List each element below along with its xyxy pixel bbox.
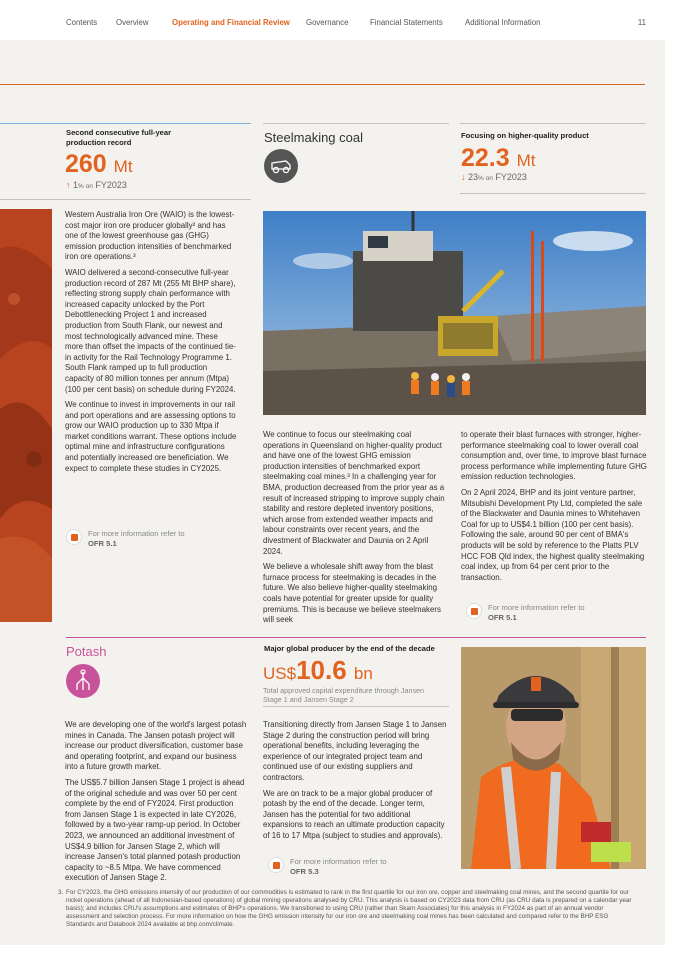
coal-stat-top-rule [460, 123, 646, 124]
coal-reference[interactable]: For more information refer to OFR 5.1 [466, 603, 585, 623]
orange-divider [0, 84, 645, 85]
potash-paragraph: We are on track to be a major global producer of potash by the end of the decade. Longer term, Jansen has the potential for two additional expansions to reach an ultimate production capacity of 16 to 17 Mtpa (subject to studies and approvals). [263, 788, 445, 840]
coal-body-col1 [263, 430, 448, 631]
potash-ref-link[interactable]: OFR 5.3 [290, 867, 319, 876]
potash-paragraph: The US$5.7 billion Jansen Stage 1 project is ahead of the original schedule and was over 50 per cent complete by the end of FY2024. First production from Jansen Stage 1 is expected in late CY2026, followed by a two-year ramp-up period. In October 2023, we announced an additional investment of US$4.9 billion for Jansen Stage 2, which will increase Jansen's total planned potash production capacity to ~8.5 Mtpa. We have commenced execution of Jansen Stage 2. [65, 777, 245, 883]
coal-body-col2 [461, 430, 647, 588]
coal-mine-photo [263, 211, 646, 415]
footnote-number: 3. [58, 889, 64, 896]
coal-stat-change: ↓ 23% on FY2023 [461, 172, 527, 182]
nav-financial-statements[interactable]: Financial Statements [370, 18, 443, 27]
iron-ore-landscape-art [0, 209, 52, 622]
potash-plant-art [66, 664, 100, 698]
iron-ore-stat-value: 260 Mt [65, 150, 133, 178]
coal-paragraph: On 2 April 2024, BHP and its joint venture partner, Mitsubishi Development Pty Ltd, completed the sale of the Blackwater and Daunia mines to Whitehaven Coal for up to US$4.1 billion (100 per cent basis). Following the sale, around 90 per cent of BMA's products will be sold by reference to the Platts PLV HCC FOB Qld index, the highest quality steelmaking coal index, up from 64 per cent prior to the transaction. [461, 487, 645, 582]
coal-stat-label: Focusing on higher-quality product [461, 131, 589, 140]
nav-governance[interactable]: Governance [306, 18, 349, 27]
document-icon [466, 603, 482, 619]
mining-truck-art [264, 149, 298, 183]
nav-overview[interactable]: Overview [116, 18, 149, 27]
nav-additional-information[interactable]: Additional Information [465, 18, 541, 27]
coal-stat-value: 22.3 Mt [461, 144, 536, 172]
nav-contents[interactable]: Contents [66, 18, 98, 27]
potash-section-title: Potash [66, 644, 107, 659]
iron-ore-landscape-image [0, 209, 52, 622]
iron-ore-paragraph: Western Australia Iron Ore (WAIO) is the lowest-cost major iron ore producer globally² and has one of the lowest greenhouse gas (GHG) emission production intensities of benchmarked iron ore operations.³ [65, 210, 235, 262]
top-navigation [0, 0, 665, 40]
coal-paragraph: to operate their blast furnaces with stronger, higher-performance steelmaking coal to lower overall coal consumption and, over time, to improve blast furnace process performance while implementing future GHG emission reduction technologies. [461, 430, 647, 482]
coal-stat-bottom-rule [460, 193, 646, 194]
nav-operating-financial-review[interactable]: Operating and Financial Review [172, 18, 290, 27]
potash-reference[interactable]: For more information refer to OFR 5.3 [268, 857, 387, 877]
potash-paragraph: Transitioning directly from Jansen Stage 1 to Jansen Stage 2 during the construction period will bring operational benefits, including leveraging the experience of our integrated project team and continued use of our existing suppliers and contractors. [263, 720, 447, 782]
coal-mine-art [263, 211, 646, 415]
coal-title-rule [263, 123, 449, 124]
coal-section-title: Steelmaking coal [264, 130, 363, 145]
iron-ore-reference[interactable]: For more information refer to OFR 5.1 [66, 529, 185, 549]
potash-body-col2 [263, 720, 448, 847]
iron-ore-stat-rule [0, 199, 251, 200]
footnote [58, 889, 638, 929]
iron-ore-ref-link[interactable]: OFR 5.1 [88, 539, 117, 548]
coal-paragraph: We believe a wholesale shift away from the blast furnace process for steelmaking is decades in the future. We also believe higher-quality steelmaking coals have potential for greater upside for quality premiums. This is because we believe steelmakers will seek [263, 562, 441, 625]
iron-ore-paragraph: WAIO delivered a second-consecutive full-year production record of 287 Mt (255 Mt BHP share), reflecting strong supply chain performance with increased capacity unlocked by the Port Debottlenecking Project 1 and increased production from South Flank, our newest and most technologically advanced mine. These more than offset the impacts of the continued tie-in activity for the Rail Technology Programme 1. South Flank ramped up to full production capacity of 80 million tonnes per annum (Mtpa) (100 per cent basis) on schedule during FY2024. [65, 267, 236, 394]
iron-ore-stat-change: ↑ 1% on FY2023 [66, 180, 127, 190]
potash-stat-value: US$10.6 bn [263, 655, 373, 685]
potash-paragraph: We are developing one of the world's largest potash mines in Canada. The Jansen potash project will increase our product diversification, customer base and operating footprint, and expand our business into a future growth market. [65, 720, 247, 772]
coal-ref-link[interactable]: OFR 5.1 [488, 613, 517, 622]
coal-paragraph: We continue to focus our steelmaking coal operations in Queensland on higher-quality product and have one of the lowest GHG emission production intensities of benchmarked export steelmaking coal mines.³ In a challenging year for BMA, production decreased from the prior year as a result of increased stripping to improve supply chain stability and restore depleted inventory positions, which arose from extended weather impacts and labour constraints over recent years, and the divestment of Blackwater and Daunia on 2 April 2024. [263, 430, 445, 556]
arrow-up-icon: ↑ [66, 180, 71, 190]
document-icon [268, 857, 284, 873]
iron-ore-body [65, 210, 237, 479]
potash-worker-art [461, 647, 646, 869]
document-icon [66, 529, 82, 545]
iron-ore-top-rule [0, 123, 251, 124]
iron-ore-stat-label: Second consecutive full-year production record [66, 128, 172, 147]
potash-body-col1 [65, 720, 250, 889]
potash-stat-rule [263, 706, 449, 707]
potash-stat-label: Major global producer by the end of the decade [264, 644, 435, 653]
potash-stat-caption: Total approved capital expenditure through Jansen Stage 1 and Jansen Stage 2 [263, 686, 425, 704]
potash-worker-photo [461, 647, 646, 869]
footnote-text: For CY2023, the GHG emissions intensity of our production of our commodities is estimated to rank in the first quartile for our iron ore, copper and steelmaking coal mines, and the second quartile for our nickel operations (ahead of all Indonesian-based operations) of global mining operations analysed by CRU. This analysis is based on CY2023 data from CRU (as CRU data is prepared on a calendar year basis); and includes CRU's assumptions and estimates of BHP's operations. We transitioned to using CRU (rather than Skarn Associates) for this analysis in FY2024 as part of an annual vendor assessment and selection process. For more information on how the GHG emission intensity for our iron ore and steelmaking coal mines has been calculated and compared refer to the BHP ESG Standards and Databook 2024 available at bhp.com/climate. [66, 889, 632, 928]
arrow-down-icon: ↓ [461, 172, 466, 182]
potash-plant-icon [66, 664, 100, 698]
mining-truck-icon [264, 149, 298, 183]
iron-ore-paragraph: We continue to invest in improvements in our rail and port operations and are assessing options to grow our WAIO production up to 330 Mtpa if market conditions warrant. These options include optimal mine and infrastructure configurations and potentially increased ore beneficiation. We expect to complete these studies in CY2025. [65, 400, 237, 473]
potash-divider [66, 637, 646, 638]
page-number: 11 [637, 18, 646, 27]
